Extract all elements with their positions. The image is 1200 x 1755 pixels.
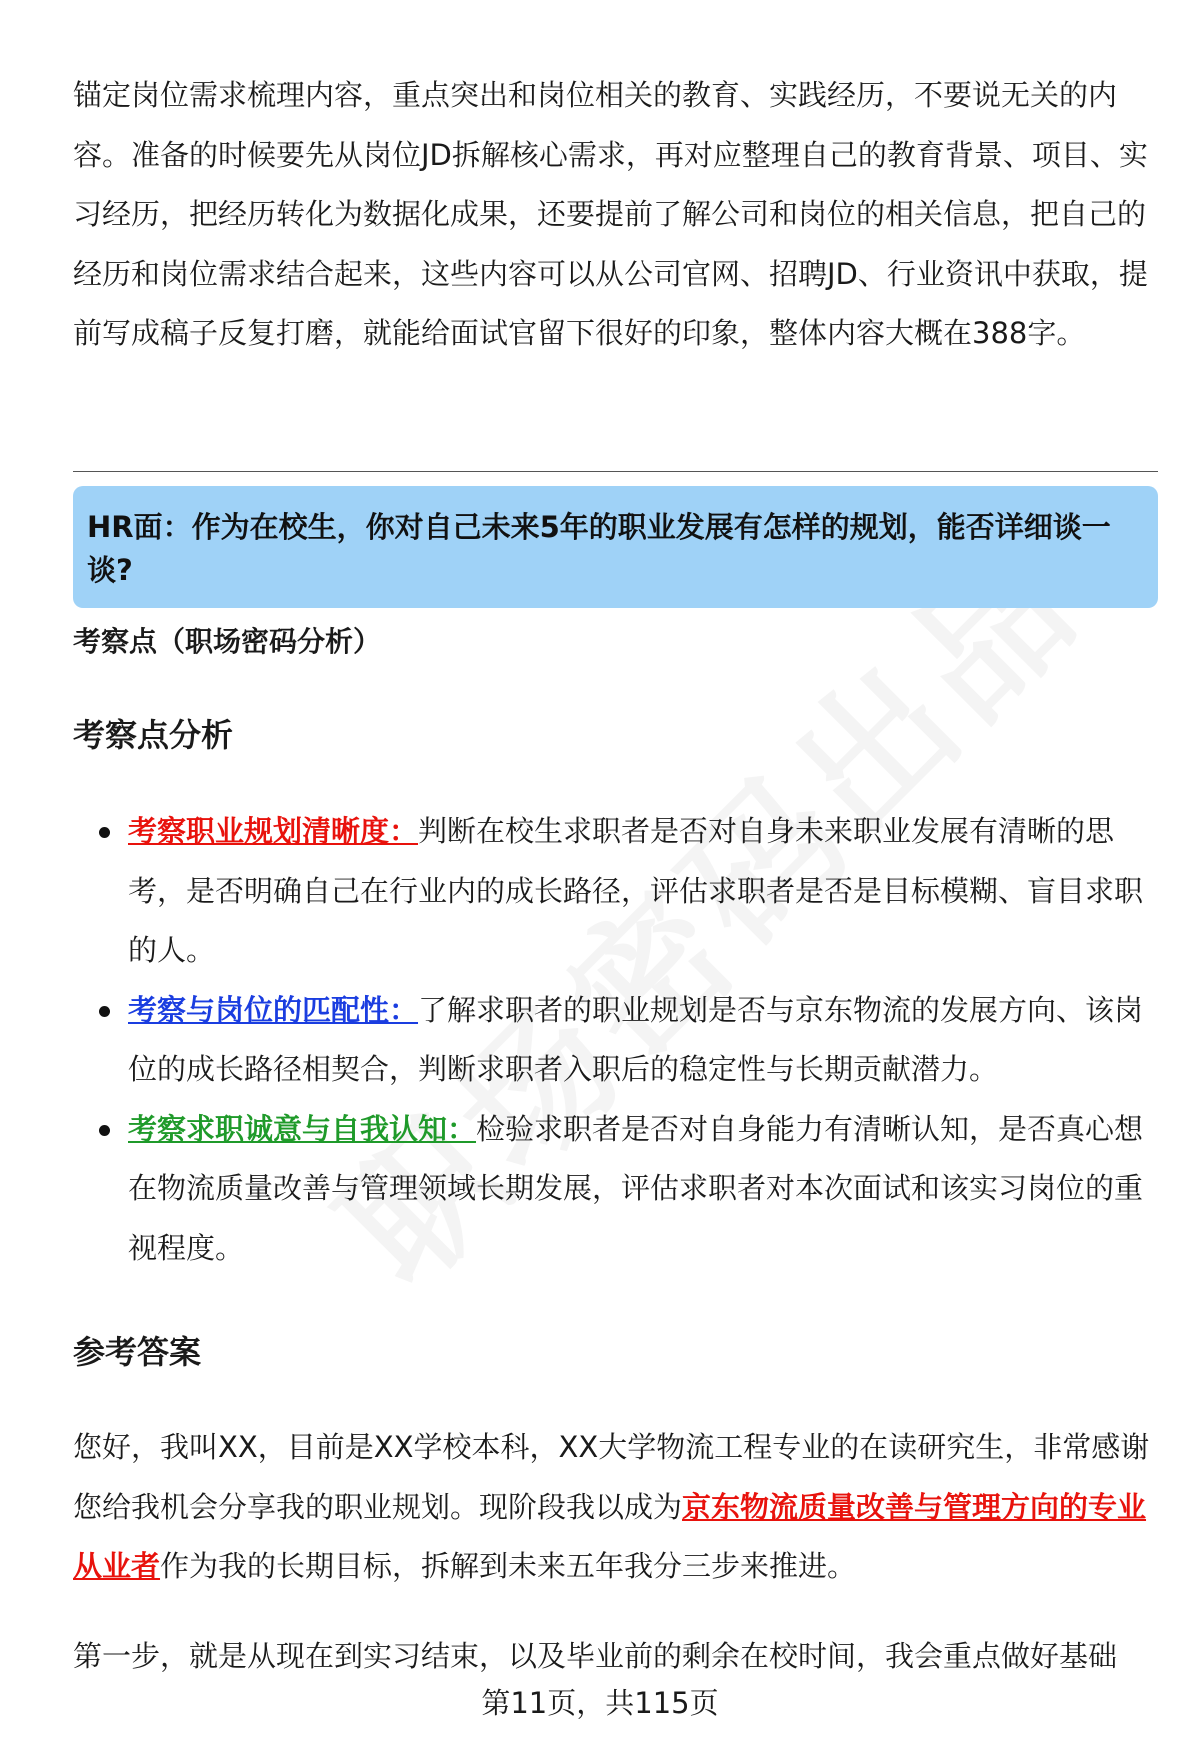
point-label: 考察求职诚意与自我认知： <box>128 1111 477 1146</box>
question-subhead: 考察点（职场密码分析） <box>73 625 382 658</box>
answer-paragraph-1 <box>73 1418 1158 1597</box>
page-number: 第11页，共115页 <box>481 1686 719 1720</box>
analysis-heading: 考察点分析 <box>73 716 234 754</box>
question-callout: HR面：作为在校生，你对自己未来5年的职业发展有怎样的规划，能否详细谈一谈? <box>73 486 1158 608</box>
answer-text: 您好，我叫XX，目前是XX学校本科，XX大学物流工程专业的在读研究生，非常感谢您给我机会分享我的职业规划。现阶段我以成为 <box>73 1430 1150 1524</box>
point-label: 考察职业规划清晰度： <box>128 814 419 848</box>
analysis-list <box>73 802 1158 1278</box>
point-text: 检验求职者是否对自身能力有清晰认知，是否真心想在物流质量改善与管理领域长期发展，评估求职者对本次面试和该实习岗位的重视程度。 <box>128 1111 1144 1265</box>
bullet-icon <box>99 1006 110 1017</box>
answer-heading: 参考答案 <box>73 1333 202 1371</box>
point-text: 判断在校生求职者是否对自身未来职业发展有清晰的思考，是否明确自己在行业内的成长路径，评估求职者是否是目标模糊、盲目求职的人。 <box>128 814 1144 967</box>
answer-text: 作为我的长期目标，拆解到未来五年我分三步来推进。 <box>160 1549 857 1583</box>
answer-highlight: 京东物流质量改善与管理方向的专业从业者 <box>73 1489 1147 1583</box>
list-item <box>73 1100 1158 1279</box>
intro-paragraph: 锚定岗位需求梳理内容，重点突出和岗位相关的教育、实践经历，不要说无关的内容。准备的时候要先从岗位JD拆解核心需求，再对应整理自己的教育背景、项目、实习经历，把经历转化为数据化成果，还要提前了解公司和岗位的相关信息，把自己的经历和岗位需求结合起来，这些内容可以从公司官网、招聘JD、行业资讯中获取，提前写成稿子反复打磨，就能给面试官留下很好的印象，整体内容大概在388字。 <box>73 78 1148 350</box>
list-item <box>73 981 1158 1100</box>
answer-paragraph-2: 第一步，就是从现在到实习结束，以及毕业前的剩余在校时间，我会重点做好基础 <box>73 1639 1118 1673</box>
divider <box>73 471 1158 472</box>
point-text: 了解求职者的职业规划是否与京东物流的发展方向、该岗位的成长路径相契合，判断求职者入职后的稳定性与长期贡献潜力。 <box>128 992 1144 1086</box>
bullet-icon <box>99 1125 110 1136</box>
list-item <box>73 802 1158 981</box>
bullet-icon <box>99 827 110 838</box>
point-label: 考察与岗位的匹配性： <box>128 992 419 1027</box>
